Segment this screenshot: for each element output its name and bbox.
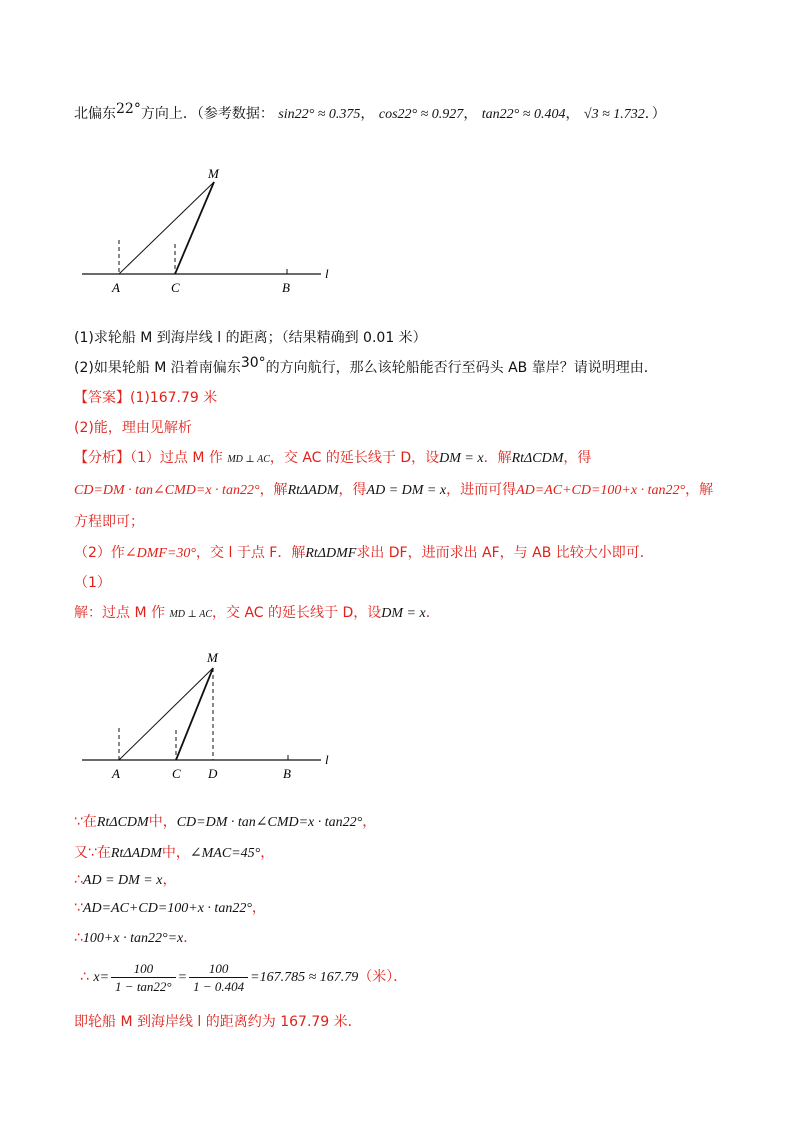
frac2-den: 1 − 0.404	[193, 978, 245, 994]
st1-e: ，	[362, 814, 377, 830]
st1-a: ∵在	[74, 814, 97, 830]
label-c-2: C	[172, 766, 181, 781]
st6-c: =167.785 ≈ 167.79	[250, 970, 359, 985]
intro-prefix: 北偏东	[74, 106, 116, 122]
label-a: A	[112, 280, 120, 295]
an2-b: ，解	[259, 482, 288, 498]
st4-a: ∵	[74, 900, 83, 916]
conclusion: 即轮船 M 到海岸线 l 的距离约为 167.79 米．	[74, 1014, 362, 1030]
intro-middle: 方向上．（参考数据：	[140, 106, 274, 122]
analysis-line-5: （1）	[74, 575, 111, 591]
sep-2: ，	[463, 106, 478, 122]
st6-eq: =	[177, 970, 188, 985]
ref-sqrt3: √3 ≈ 1.732	[583, 107, 645, 122]
an4-c: ，交 l 于点 F．解	[196, 545, 306, 561]
st5-b: 100+x · tan22°=x	[82, 931, 184, 946]
st2-e: ，	[260, 845, 275, 861]
st3-c: ，	[162, 872, 177, 888]
an2-d: ，得	[338, 482, 367, 498]
an4-b: ∠DMF=30°	[124, 546, 197, 561]
fraction-1	[111, 960, 176, 995]
seg-am-2	[119, 668, 213, 760]
frac1-num: 100	[111, 960, 176, 978]
question-1: (1)求轮船 M 到海岸线 l 的距离；（结果精确到 0.01 米）	[74, 330, 427, 346]
seg-cm-2	[176, 668, 213, 760]
label-b-2: B	[283, 766, 291, 781]
q2-angle: 30°	[240, 355, 266, 371]
st6-a: ∴	[80, 969, 89, 985]
st6-d: （米）．	[358, 969, 408, 985]
an1-b: MD ⊥ AC	[227, 454, 270, 465]
label-b: B	[282, 280, 290, 295]
sol1-e: ．	[425, 605, 440, 621]
seg-am	[119, 182, 214, 274]
sep-3: ，	[565, 106, 580, 122]
st6-b: x=	[93, 970, 110, 985]
step-2	[74, 843, 274, 864]
answer-part2: (2)能，理由见解析	[74, 420, 192, 436]
intro-end: ．）	[644, 106, 666, 122]
step-5	[74, 928, 197, 949]
an4-a: （2）作	[74, 545, 125, 561]
label-a-2: A	[112, 766, 120, 781]
frac1-den: 1 − tan22°	[115, 978, 172, 994]
an1-d: DM = x	[439, 451, 484, 466]
label-l: l	[325, 266, 329, 281]
ref-tan: tan22° ≈ 0.404	[481, 107, 566, 122]
step-1	[74, 812, 376, 833]
figure-2	[76, 646, 346, 786]
sol1-c: ，交 AC 的延长线于 D，设	[212, 605, 382, 621]
st5-c: ．	[183, 930, 198, 946]
ref-cos: cos22° ≈ 0.927	[378, 107, 464, 122]
solution-line-1	[74, 603, 440, 625]
an1-c: ，交 AC 的延长线于 D，设	[269, 450, 440, 466]
an1-e: ．解	[483, 450, 512, 466]
intro-line	[74, 101, 666, 125]
st4-b: AD=AC+CD=100+x · tan22°	[82, 901, 252, 916]
st2-a: 又∵在	[74, 845, 111, 861]
analysis-line-1	[74, 448, 591, 470]
an2-e: AD = DM = x	[366, 483, 447, 498]
an1-g: ，得	[563, 450, 592, 466]
st2-c: 中，	[161, 845, 190, 861]
sol1-a: 解：过点 M 作	[74, 605, 165, 621]
st4-c: ，	[251, 900, 266, 916]
step-4	[74, 898, 266, 919]
q2-text-a: (2)如果轮船 M 沿着南偏东	[74, 360, 241, 376]
an2-f: ，进而可得	[446, 482, 517, 498]
st2-d: ∠MAC=45°	[189, 846, 261, 861]
st1-d: CD=DM · tan∠CMD=x · tan22°	[176, 815, 363, 830]
intro-angle: 22°	[116, 101, 141, 117]
question-2	[74, 355, 658, 378]
an1-f: RtΔCDM	[511, 451, 564, 466]
st5-a: ∴	[74, 930, 83, 946]
an2-a: CD=DM · tan∠CMD=x · tan22°	[74, 483, 260, 498]
step-6	[80, 958, 407, 997]
st2-b: RtΔADM	[110, 846, 162, 861]
an2-c: RtΔADM	[287, 483, 339, 498]
label-l-2: l	[325, 752, 329, 767]
label-c: C	[171, 280, 180, 295]
st1-c: 中，	[148, 814, 177, 830]
sol1-d: DM = x	[381, 606, 426, 621]
figure-1	[76, 160, 346, 300]
st1-b: RtΔCDM	[96, 815, 149, 830]
step-3	[74, 870, 176, 891]
an4-e: 求出 DF，进而求出 AF，与 AB 比较大小即可．	[356, 545, 654, 561]
st3-a: ∴	[74, 872, 83, 888]
analysis-line-3: 方程即可；	[74, 514, 144, 530]
an2-g: AD=AC+CD=100+x · tan22°	[516, 483, 686, 498]
analysis-line-4	[74, 543, 654, 564]
seg-cm	[175, 182, 214, 274]
st3-b: AD = DM = x	[82, 873, 163, 888]
an2-h: ，解	[685, 482, 714, 498]
label-m-2: M	[207, 650, 218, 665]
q2-text-b: 的方向航行，那么该轮船能否行至码头 AB 靠岸？请说明理由．	[265, 360, 658, 376]
ref-sin: sin22° ≈ 0.375	[278, 107, 361, 122]
answer-label: 【答案】(1)167.79 米	[74, 390, 218, 406]
sol1-b: MD ⊥ AC	[169, 609, 212, 620]
fraction-2	[189, 960, 248, 995]
frac2-num: 100	[189, 960, 248, 978]
an4-d: RtΔDMF	[305, 546, 357, 561]
label-d-2: D	[208, 766, 218, 781]
sep-1: ，	[360, 106, 375, 122]
analysis-line-2	[74, 480, 713, 501]
label-m: M	[208, 166, 219, 181]
an1-a: 【分析】（1）过点 M 作	[74, 450, 223, 466]
